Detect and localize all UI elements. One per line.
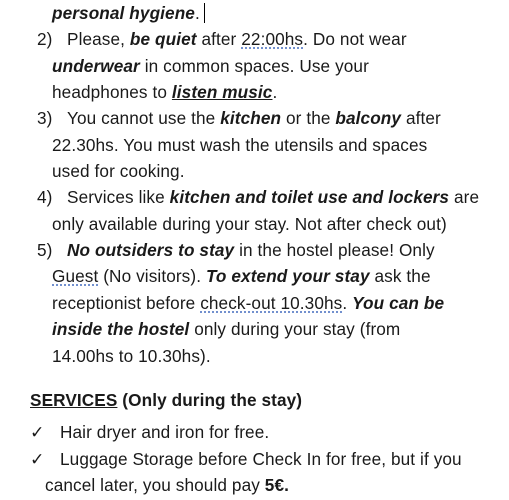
text-caret xyxy=(204,3,205,23)
rule2-text: . Do not wear xyxy=(303,29,407,49)
rule5-text: 14.00hs to 10.30hs). xyxy=(52,346,211,366)
rule4-emphasis: kitchen and toilet use and lockers xyxy=(169,187,450,207)
services-item-2 xyxy=(30,446,462,472)
services-title: SERVICES xyxy=(30,390,118,410)
services-item-2-cont xyxy=(45,472,289,498)
rule3-text: after xyxy=(401,108,441,128)
rule3-text: 22.30hs. You must wash the utensils and spaces xyxy=(52,135,428,155)
rule2-text: . xyxy=(272,82,278,102)
rule3-line3 xyxy=(52,158,185,184)
rule5-text: (No visitors). xyxy=(98,266,206,286)
services-subtitle: (Only during the stay) xyxy=(117,390,303,410)
rule2-text: Please, xyxy=(67,29,130,49)
rule2-line2 xyxy=(52,53,369,79)
rule5-checkout: check-out 10.30hs xyxy=(200,293,343,313)
rule2-text: after xyxy=(196,29,242,49)
rule2-text: headphones to xyxy=(52,82,172,102)
rule3-number: 3) xyxy=(37,108,53,128)
rule3-line2 xyxy=(52,132,427,158)
rule3-line1 xyxy=(37,105,441,131)
rule4-line2 xyxy=(52,211,447,237)
rule2-line1 xyxy=(37,26,407,52)
rule3-text: You cannot use the xyxy=(67,108,221,128)
rule3-emphasis-kitchen: kitchen xyxy=(220,108,282,128)
rule3-text: or the xyxy=(281,108,336,128)
rule5-text: receptionist before xyxy=(52,293,201,313)
rule5-line3 xyxy=(52,290,444,316)
rule5-line4 xyxy=(52,316,400,342)
rule3-emphasis-balcony: balcony xyxy=(335,108,402,128)
rule5-line2 xyxy=(52,263,431,289)
rule2-line3 xyxy=(52,79,277,105)
rule4-text: only available during your stay. Not after check out) xyxy=(52,214,447,234)
rule4-line1 xyxy=(37,184,479,210)
rule4-text: are xyxy=(449,187,480,207)
rule5-line5 xyxy=(52,343,211,369)
rule5-line1 xyxy=(37,237,435,263)
rule2-emphasis-underwear: underwear xyxy=(52,56,140,76)
rule1-tail xyxy=(52,0,205,26)
rule2-text: in common spaces. Use your xyxy=(139,56,369,76)
rule5-text: only during your stay (from xyxy=(189,319,401,339)
rule1-emphasis: personal hygiene xyxy=(52,3,195,23)
rule5-number: 5) xyxy=(37,240,53,260)
rule2-number: 2) xyxy=(37,29,53,49)
rule5-text: . xyxy=(342,293,353,313)
services-item-text: cancel later, you should pay xyxy=(45,475,265,495)
rule3-text: used for cooking. xyxy=(52,161,185,181)
rule4-number: 4) xyxy=(37,187,53,207)
services-price: 5€. xyxy=(264,475,289,495)
rule2-emphasis-music: listen music xyxy=(171,82,273,102)
rule5-emphasis-outsiders: No outsiders to stay xyxy=(67,240,235,260)
rule1-period: . xyxy=(194,3,200,23)
rule5-guest: Guest xyxy=(52,266,99,286)
rule5-text: ask the xyxy=(369,266,431,286)
rule5-emphasis-hostel: inside the hostel xyxy=(52,319,190,339)
rule4-text: Services like xyxy=(67,187,170,207)
check-icon: ✓ xyxy=(30,422,45,442)
rule5-emphasis-inside: You can be xyxy=(352,293,445,313)
services-item-1 xyxy=(30,419,269,445)
services-heading xyxy=(30,387,302,413)
rule5-emphasis-extend: To extend your stay xyxy=(205,266,370,286)
rule2-emphasis-quiet: be quiet xyxy=(129,29,197,49)
rule2-time: 22:00hs xyxy=(241,29,304,49)
services-item-text: Luggage Storage before Check In for free, but if you xyxy=(60,449,462,469)
services-item-text: Hair dryer and iron for free. xyxy=(60,422,270,442)
rule5-text: in the hostel please! Only xyxy=(234,240,435,260)
check-icon: ✓ xyxy=(30,449,45,469)
